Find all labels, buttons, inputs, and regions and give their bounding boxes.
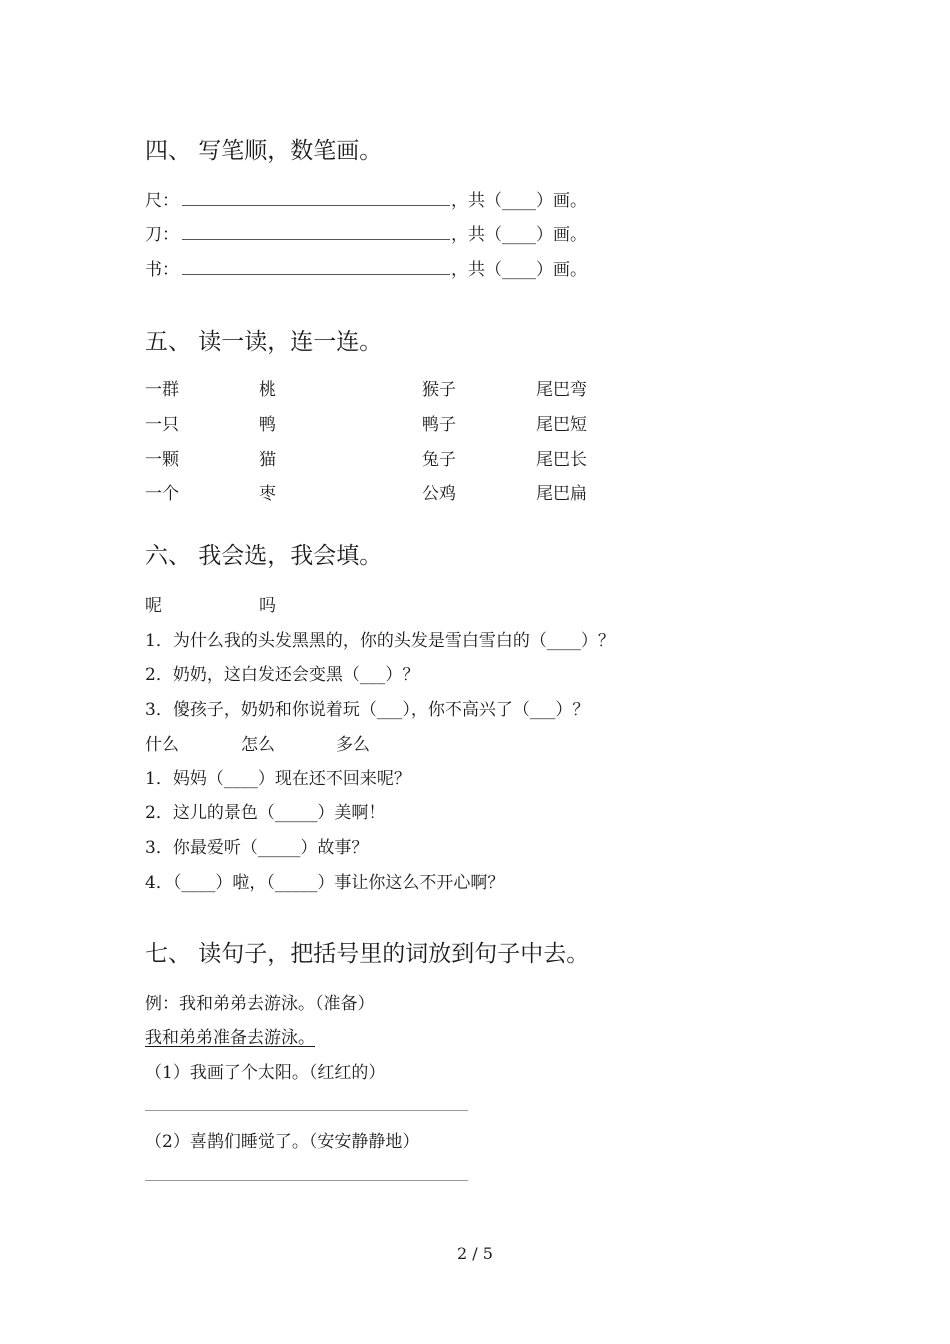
- fill-question[interactable]: 4．（____）啦，（_____）事让你这么不开心啊？: [145, 873, 505, 893]
- match-word[interactable]: 尾巴扁: [536, 484, 587, 504]
- match-word[interactable]: 公鸡: [422, 484, 456, 504]
- section5-title: 五、 读一读，连一连。: [145, 329, 383, 355]
- match-word[interactable]: 尾巴长: [536, 450, 587, 470]
- match-word[interactable]: 猫: [259, 450, 276, 470]
- match-word[interactable]: 尾巴短: [536, 415, 587, 435]
- word-choice: 呢: [145, 596, 162, 616]
- match-word[interactable]: 一群: [145, 380, 179, 400]
- page-number: 2 / 5: [457, 1244, 493, 1263]
- match-word[interactable]: 兔子: [422, 450, 456, 470]
- question-1: （1）我画了个太阳。（红红的）: [145, 1063, 386, 1083]
- stroke-row-count: ，共（____）画。: [451, 260, 587, 280]
- stroke-row-char: 书：: [145, 260, 179, 280]
- fill-question[interactable]: 3．你最爱听（_____）故事？: [145, 838, 369, 858]
- answer-line[interactable]: [182, 239, 450, 240]
- stroke-row-char: 尺：: [145, 191, 179, 211]
- fill-question[interactable]: 1．妈妈（____）现在还不回来呢？: [145, 769, 411, 789]
- section4-title: 四、 写笔顺，数笔画。: [145, 138, 383, 164]
- answer-line-1[interactable]: [145, 1110, 468, 1111]
- question-2: （2）喜鹊们睡觉了。（安安静静地）: [145, 1132, 420, 1152]
- answer-line[interactable]: [182, 205, 450, 206]
- example-answer: 我和弟弟准备去游泳。: [145, 1028, 315, 1048]
- answer-line[interactable]: [182, 274, 450, 275]
- word-choice: 多么: [336, 735, 370, 755]
- match-word[interactable]: 猴子: [422, 380, 456, 400]
- fill-question[interactable]: 2．奶奶，这白发还会变黑（___）？: [145, 665, 420, 685]
- stroke-row-count: ，共（____）画。: [451, 225, 587, 245]
- match-word[interactable]: 鸭子: [422, 415, 456, 435]
- answer-line-2[interactable]: [145, 1180, 468, 1181]
- stroke-row-count: ，共（____）画。: [451, 191, 587, 211]
- fill-question[interactable]: 1．为什么我的头发黑黑的，你的头发是雪白雪白的（____）？: [145, 631, 615, 651]
- stroke-row-char: 刀：: [145, 225, 179, 245]
- section6-title: 六、 我会选，我会填。: [145, 543, 383, 569]
- fill-question[interactable]: 3．傻孩子，奶奶和你说着玩（___），你不高兴了（___）？: [145, 700, 590, 720]
- match-word[interactable]: 桃: [259, 380, 276, 400]
- word-choice: 吗: [259, 596, 276, 616]
- match-word[interactable]: 一颗: [145, 450, 179, 470]
- match-word[interactable]: 尾巴弯: [536, 380, 587, 400]
- match-word[interactable]: 枣: [259, 484, 276, 504]
- match-word[interactable]: 一个: [145, 484, 179, 504]
- word-choice: 怎么: [241, 735, 275, 755]
- section7-title: 七、 读句子，把括号里的词放到句子中去。: [145, 941, 590, 967]
- match-word[interactable]: 鸭: [259, 415, 276, 435]
- example-sentence: 例：我和弟弟去游泳。（准备）: [145, 994, 375, 1014]
- match-word[interactable]: 一只: [145, 415, 179, 435]
- fill-question[interactable]: 2．这儿的景色（_____）美啊！: [145, 803, 386, 823]
- word-choice: 什么: [145, 735, 179, 755]
